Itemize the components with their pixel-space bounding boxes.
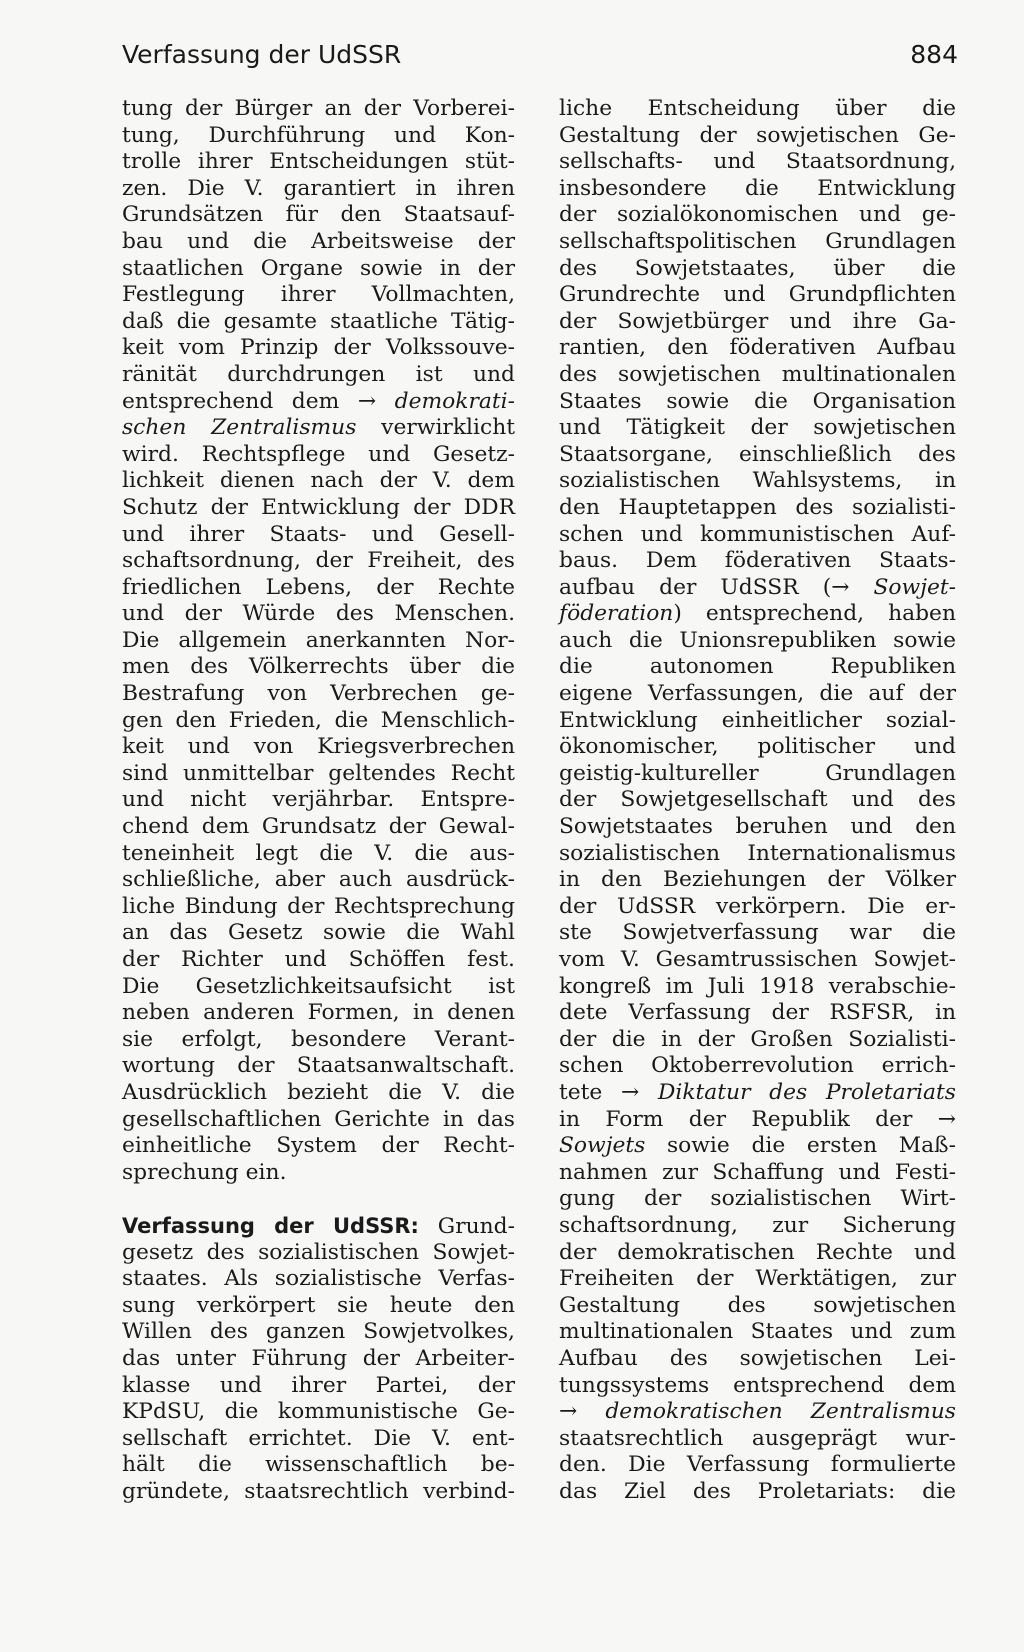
text-line: hält die wissenschaftlich be- — [122, 1452, 515, 1478]
text-line: neben anderen Formen, in denen — [122, 1000, 515, 1026]
text-line: die autonomen Republiken — [559, 654, 956, 680]
text-line: der UdSSR verkörpern. Die er- — [559, 893, 956, 919]
text-line: sozialistischen Internationalismus — [559, 840, 956, 866]
text-line: trolle ihrer Entscheidungen stüt- — [122, 149, 515, 175]
text-line: schen und kommunistischen Auf- — [559, 521, 956, 547]
text-line: gründete, staatsrechtlich verbind- — [122, 1478, 515, 1504]
text-line: in Form der Republik der → — [559, 1106, 956, 1132]
text-line: Willen des ganzen Sowjetvolkes, — [122, 1319, 515, 1345]
entry-heading-line: Verfassung der UdSSR: Grund- — [122, 1213, 516, 1239]
text-line: schen Oktoberrevolution errich- — [559, 1053, 956, 1079]
text-line: der die in der Großen Sozialisti- — [559, 1026, 956, 1052]
text-line: staates. Als sozialistische Verfas- — [122, 1266, 515, 1292]
text-line: gen den Frieden, die Menschlich- — [122, 707, 515, 733]
text-line: eigene Verfassungen, die auf der — [559, 681, 956, 707]
running-title: Verfassung der UdSSR — [122, 40, 402, 69]
text-line: Staatsorgane, einschließlich des — [559, 441, 956, 467]
text-line: KPdSU, die kommunistische Ge- — [122, 1399, 515, 1425]
text-line: an das Gesetz sowie die Wahl — [122, 920, 515, 946]
text-line: den. Die Verfassung formulierte — [559, 1452, 956, 1478]
text-line: tungssystems entsprechend dem — [559, 1372, 956, 1398]
page-header — [122, 40, 958, 80]
text-line: Gestaltung der sowjetischen Ge- — [559, 122, 956, 148]
text-line: wortung der Staatsanwaltschaft. — [122, 1053, 515, 1079]
cross-reference: demokrati- — [394, 388, 515, 414]
text-line: → demokratischen Zentralismus — [559, 1399, 956, 1425]
text-line: men des Völkerrechts über die — [122, 654, 515, 680]
text-line: sind unmittelbar geltendes Recht — [122, 760, 515, 786]
text-line: rantien, den föderativen Aufbau — [559, 335, 956, 361]
text-line: liche Bindung der Rechtsprechung — [122, 893, 515, 919]
text-line: Grundrechte und Grundpflichten — [559, 282, 956, 308]
text-line: sozialistischen Wahlsystems, in — [559, 468, 956, 494]
text-line: friedlichen Lebens, der Rechte — [122, 574, 515, 600]
text-line: sellschafts- und Staatsordnung, — [559, 149, 956, 175]
text-line: geistig-kultureller Grundlagen — [559, 760, 956, 786]
cross-reference: föderation — [559, 601, 674, 627]
text-line: schließliche, aber auch ausdrück- — [122, 867, 515, 893]
text-line: ökonomischer, politischer und — [559, 734, 956, 760]
text-line: chend dem Grundsatz der Gewal- — [122, 814, 515, 840]
paragraph-gap — [122, 1186, 515, 1213]
text-line: das unter Führung der Arbeiter- — [122, 1345, 515, 1371]
text-line: Bestrafung von Verbrechen ge- — [122, 681, 515, 707]
cross-reference: demokratischen Zentralismus — [605, 1399, 956, 1425]
cross-reference: Diktatur des Proletariats — [657, 1079, 956, 1105]
text-line: teneinheit legt die V. die aus- — [122, 840, 515, 866]
text-line: Staates sowie die Organisation — [559, 388, 956, 414]
text-line: bau und die Arbeitsweise der — [122, 228, 515, 254]
text-line: Sowjetstaates beruhen und den — [559, 814, 956, 840]
text-line: Sowjets sowie die ersten Maß- — [559, 1133, 956, 1159]
text-line: keit und von Kriegsverbrechen — [122, 734, 515, 760]
text-line: ränität durchdrungen ist und — [122, 361, 515, 387]
text-line: schaftsordnung, zur Sicherung — [559, 1212, 956, 1238]
text-line: insbesondere die Entwicklung — [559, 175, 956, 201]
text-line: sellschaftspolitischen Grundlagen — [559, 228, 956, 254]
text-line: Grundsätzen für den Staatsauf- — [122, 202, 515, 228]
text-line: vom V. Gesamtrussischen Sowjet- — [559, 947, 956, 972]
text-line: Gestaltung des sowjetischen — [559, 1292, 956, 1318]
text-line: zen. Die V. garantiert in ihren — [122, 175, 515, 201]
text-line: tete → Diktatur des Proletariats — [559, 1079, 956, 1105]
text-line: das Ziel des Proletariats: die — [559, 1478, 956, 1504]
entry-lemma: Verfassung der UdSSR: — [122, 1213, 419, 1238]
left-column — [122, 96, 515, 1505]
text-line: multinationalen Staates und zum — [559, 1319, 956, 1345]
text-line: tung der Bürger an der Vorberei- — [122, 96, 515, 121]
text-line: lichkeit dienen nach der V. dem — [122, 468, 515, 494]
text-line: Ausdrücklich bezieht die V. die — [122, 1079, 515, 1105]
text-line: und nicht verjährbar. Entspre- — [122, 787, 515, 813]
text-line: sung verkörpert sie heute den — [122, 1292, 515, 1318]
text-line: einheitliche System der Recht- — [122, 1133, 515, 1159]
cross-reference: Sowjet- — [873, 574, 956, 600]
text-line: Die Gesetzlichkeitsaufsicht ist — [122, 973, 515, 999]
text-line: Die allgemein anerkannten Nor- — [122, 627, 515, 653]
text-line: des Sowjetstaates, über die — [559, 255, 956, 281]
text-line: staatlichen Organe sowie in der — [122, 255, 515, 281]
text-line: dete Verfassung der RSFSR, in — [559, 1000, 956, 1026]
text-line: gung der sozialistischen Wirt- — [559, 1186, 956, 1212]
page-number: 884 — [910, 40, 958, 69]
text-line: Festlegung ihrer Vollmachten, — [122, 282, 515, 308]
text-line: und der Würde des Menschen. — [122, 601, 515, 627]
text-line: nahmen zur Schaffung und Festi- — [559, 1159, 956, 1185]
text-line: der Richter und Schöffen fest. — [122, 947, 515, 972]
text-line: gesellschaftlichen Gerichte in das — [122, 1106, 515, 1132]
cross-reference: Sowjets — [559, 1133, 646, 1159]
text-line: und ihrer Staats- und Gesell- — [122, 521, 515, 547]
text-line: schaftsordnung, der Freiheit, des — [122, 548, 515, 574]
text-line: schen Zentralismus verwirklicht — [122, 415, 515, 441]
text-line: daß die gesamte staatliche Tätig- — [122, 308, 515, 334]
text-line: der Sowjetbürger und ihre Ga- — [559, 308, 956, 334]
text-line: klasse und ihrer Partei, der — [122, 1372, 515, 1398]
text-line: und Tätigkeit der sowjetischen — [559, 415, 956, 441]
text-line: keit vom Prinzip der Volkssouve- — [122, 335, 515, 361]
text-line: der Sowjetgesellschaft und des — [559, 787, 956, 813]
text-line: Entwicklung einheitlicher sozial- — [559, 707, 956, 733]
text-line: der sozialökonomischen und ge- — [559, 202, 956, 228]
text-line: tung, Durchführung und Kon- — [122, 122, 515, 148]
text-line: baus. Dem föderativen Staats- — [559, 548, 956, 574]
text-line: ste Sowjetverfassung war die — [559, 920, 956, 946]
text-line: in den Beziehungen der Völker — [559, 867, 956, 893]
text-line: Aufbau des sowjetischen Lei- — [559, 1345, 956, 1371]
text-line: wird. Rechtspflege und Gesetz- — [122, 441, 515, 467]
text-line: liche Entscheidung über die — [559, 96, 956, 121]
right-column — [559, 96, 956, 1505]
text-line: entsprechend dem → demokrati- — [122, 388, 515, 414]
text-line: den Hauptetappen des sozialisti- — [559, 494, 956, 520]
text-line: staatsrechtlich ausgeprägt wur- — [559, 1425, 956, 1451]
text-line: föderation) entsprechend, haben — [559, 601, 956, 627]
text-line: sellschaft errichtet. Die V. ent- — [122, 1425, 515, 1451]
text-line: sie erfolgt, besondere Verant- — [122, 1026, 515, 1052]
text-line: kongreß im Juli 1918 verabschie- — [559, 973, 956, 999]
text-line: gesetz des sozialistischen Sowjet- — [122, 1239, 515, 1265]
text-line: der demokratischen Rechte und — [559, 1239, 956, 1265]
text-line: aufbau der UdSSR (→ Sowjet- — [559, 574, 956, 600]
text-line: Schutz der Entwicklung der DDR — [122, 494, 515, 520]
text-line: auch die Unionsrepubliken sowie — [559, 627, 956, 653]
cross-reference: schen Zentralismus — [122, 415, 357, 441]
text-line: sprechung ein. — [122, 1159, 287, 1185]
text-line: des sowjetischen multinationalen — [559, 361, 956, 387]
text-line: Freiheiten der Werktätigen, zur — [559, 1266, 956, 1292]
